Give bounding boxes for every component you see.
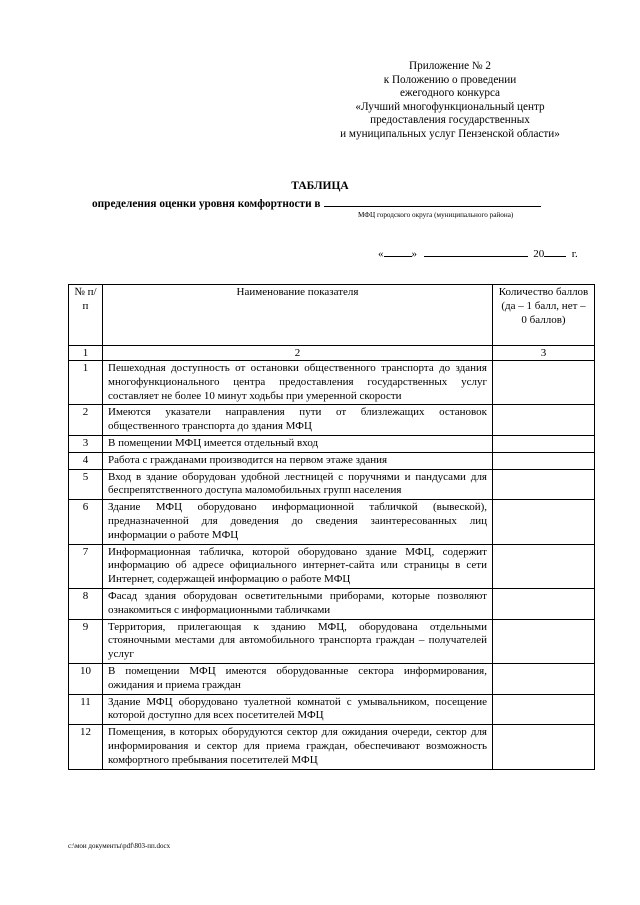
- table-row: [69, 663, 595, 694]
- date-close-quote: »: [411, 248, 417, 260]
- table-row: [69, 619, 595, 663]
- row-score-cell[interactable]: [493, 405, 595, 436]
- row-indicator-text: Работа с гражданами производится на первом этаже здания: [103, 452, 493, 469]
- year-prefix: 20: [533, 248, 545, 260]
- row-number: 6: [69, 500, 103, 544]
- row-indicator-text: Имеются указатели направления пути от близлежащих остановок общественного транспорта до здания МФЦ: [103, 405, 493, 436]
- row-number: 1: [69, 361, 103, 405]
- year-suffix: г.: [571, 248, 578, 260]
- header-number: № п/п: [69, 285, 103, 346]
- appendix-line: Приложение № 2: [409, 60, 491, 72]
- appendix-line: «Лучший многофункциональный центр: [355, 100, 545, 113]
- row-score-cell[interactable]: [493, 663, 595, 694]
- table-row: [69, 405, 595, 436]
- date-open-quote: «: [378, 248, 384, 260]
- subtitle-text: определения оценки уровня комфортности в: [92, 198, 321, 210]
- row-score-cell[interactable]: [493, 544, 595, 588]
- index-cell: 2: [103, 346, 493, 361]
- file-path-footer: c:\мои документы\pdf\803-пп.docx: [68, 842, 171, 850]
- row-number: 10: [69, 663, 103, 694]
- appendix-line: ежегодного конкурса: [399, 87, 501, 100]
- row-score-cell[interactable]: [493, 694, 595, 725]
- header-indicator: Наименование показателя: [103, 285, 493, 346]
- index-cell: 1: [69, 346, 103, 361]
- table-row: [69, 435, 595, 452]
- row-indicator-text: Здание МФЦ оборудовано туалетной комнатой с умывальником, посещение которой доступно для всех посетителей МФЦ: [103, 694, 493, 725]
- table-row: [69, 452, 595, 469]
- row-score-cell[interactable]: [493, 619, 595, 663]
- table-row: [69, 361, 595, 405]
- row-indicator-text: Вход в здание оборудован удобной лестницей с поручнями и пандусами для беспрепятственного доступа маломобильных групп населения: [103, 469, 493, 500]
- row-indicator-text: Фасад здания оборудован осветительными приборами, которые позволяют ознакомиться с информационными табличками: [103, 588, 493, 619]
- row-score-cell[interactable]: [493, 361, 595, 405]
- table-row: [69, 500, 595, 544]
- date-line: [378, 246, 608, 260]
- year-blank: [544, 246, 566, 257]
- row-number: 7: [69, 544, 103, 588]
- document-title: ТАБЛИЦА: [291, 180, 349, 192]
- row-indicator-text: В помещении МФЦ имеются оборудованные сектора информирования, ожидания и приема граждан: [103, 663, 493, 694]
- row-number: 5: [69, 469, 103, 500]
- row-indicator-text: Пешеходная доступность от остановки общественного транспорта до здания многофункционального центра предоставления государственных услуг составляет не более 10 минут ходьбы при умеренной скорости: [103, 361, 493, 405]
- header-score: Количество баллов (да – 1 балл, нет – 0 баллов): [493, 285, 595, 346]
- subtitle-blank-line: [324, 196, 541, 207]
- row-score-cell[interactable]: [493, 469, 595, 500]
- day-blank: [384, 246, 412, 257]
- table-row: [69, 469, 595, 500]
- month-blank: [424, 246, 528, 257]
- row-number: 12: [69, 725, 103, 769]
- row-score-cell[interactable]: [493, 435, 595, 452]
- document-subtitle: [92, 196, 612, 210]
- row-score-cell[interactable]: [493, 725, 595, 769]
- table-index-row: [69, 346, 595, 361]
- row-number: 11: [69, 694, 103, 725]
- row-number: 2: [69, 405, 103, 436]
- row-number: 9: [69, 619, 103, 663]
- appendix-line: к Положению о проведении: [383, 73, 517, 86]
- row-score-cell[interactable]: [493, 452, 595, 469]
- comfort-evaluation-table: [68, 284, 595, 770]
- table-row: [69, 588, 595, 619]
- table-row: [69, 544, 595, 588]
- subtitle-note: МФЦ городского округа (муниципального района): [358, 211, 514, 219]
- row-score-cell[interactable]: [493, 500, 595, 544]
- row-indicator-text: Здание МФЦ оборудовано информационной табличкой (вывеской), предназначенной для доведения до сведения заинтересованных лиц информации о работе МФЦ: [103, 500, 493, 544]
- row-indicator-text: Информационная табличка, которой оборудовано здание МФЦ, содержит информацию об адресе официального интернет-сайта или страницы в сети Интернет, содержащей информацию о работе МФЦ: [103, 544, 493, 588]
- row-indicator-text: В помещении МФЦ имеется отдельный вход: [103, 435, 493, 452]
- row-number: 8: [69, 588, 103, 619]
- row-score-cell[interactable]: [493, 588, 595, 619]
- table-row: [69, 694, 595, 725]
- row-number: 3: [69, 435, 103, 452]
- table-row: [69, 725, 595, 769]
- table-header-row: [69, 285, 595, 346]
- appendix-header: [300, 60, 600, 142]
- appendix-line: и муниципальных услуг Пензенской области»: [340, 127, 560, 140]
- index-cell: 3: [493, 346, 595, 361]
- row-indicator-text: Территория, прилегающая к зданию МФЦ, оборудована отдельными стояночными местами для автомобильного транспорта граждан – получателей услуг: [103, 619, 493, 663]
- appendix-line: предоставления государственных: [370, 114, 530, 127]
- row-indicator-text: Помещения, в которых оборудуются сектор для ожидания очереди, сектор для информирования и сектор для приема граждан, обеспечивают возможность комфортного пребывания посетителей МФЦ: [103, 725, 493, 769]
- row-number: 4: [69, 452, 103, 469]
